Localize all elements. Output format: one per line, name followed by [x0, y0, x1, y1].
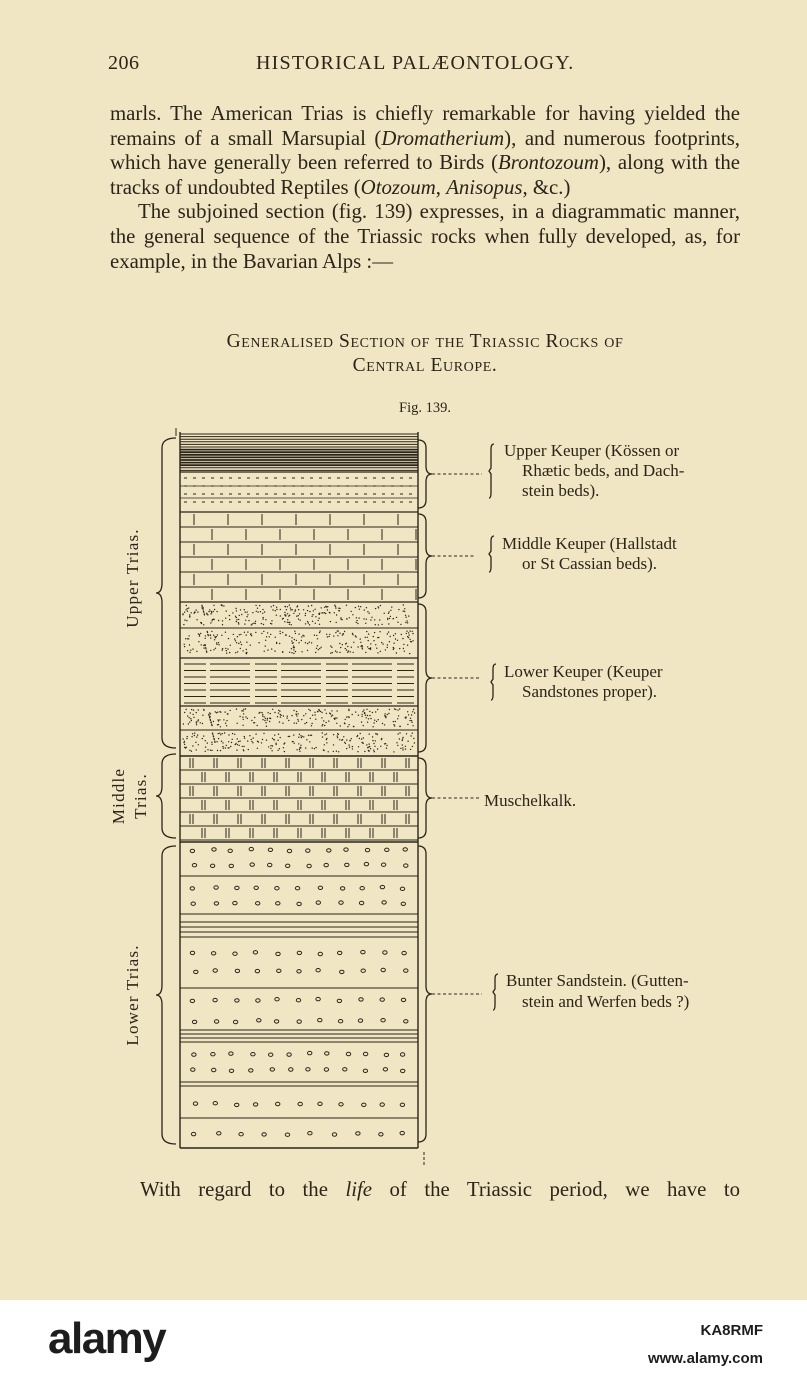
strata-outline: [176, 428, 424, 1166]
caption-line-1: Generalised Section of the Triassic Rocks of: [226, 331, 624, 352]
text-run: With regard to the: [140, 1178, 346, 1201]
brand-logo: alamy: [48, 1314, 166, 1363]
text-run: ), along with the tracks of undoubted Reptiles (: [110, 151, 740, 199]
italic-life: life: [345, 1178, 373, 1201]
text-run: ), and numerous footprints, which have generally been referred to Birds (: [110, 126, 740, 175]
image-id: KA8RMF: [700, 1322, 763, 1339]
middle-keuper-line-1: Middle Keuper (Hallstadt: [502, 534, 677, 553]
page-number: 206: [108, 52, 140, 74]
figure-label: Fig. 139.: [399, 400, 451, 416]
watermark-footer: [0, 1300, 807, 1390]
caption-line-2: Central Europe.: [352, 355, 498, 376]
lower-keuper-line-1: Lower Keuper (Keuper: [504, 662, 663, 681]
bottom-text: [140, 1178, 740, 1202]
muschelkalk-label: Muschelkalk.: [484, 791, 577, 810]
bunter-line-1: Bunter Sandstein. (Gutten-: [506, 971, 689, 990]
middle-keuper-line-2: or St Cassian beds).: [522, 554, 658, 573]
text-run: of the Triassic period, we have to: [372, 1178, 740, 1201]
italic-brontozoum: Brontozoum: [498, 151, 599, 175]
italic-anisopus: Anisopus: [446, 175, 523, 199]
leader-lines: [432, 474, 482, 994]
upper-keuper-line-1: Upper Keuper (Kössen or: [504, 441, 680, 460]
label-middle-trias-1: Middle: [109, 767, 128, 825]
upper-keuper-line-3: stein beds).: [522, 481, 600, 500]
label-lower-trias: Lower Trias.: [123, 944, 142, 1046]
text-run: , &c.): [522, 175, 571, 199]
strata-patterns: [180, 434, 418, 1136]
upper-keuper-line-2: Rhætic beds, and Dach-: [522, 461, 685, 480]
label-upper-trias: Upper Trias.: [123, 528, 142, 628]
italic-otozoum: Otozoum: [360, 175, 436, 199]
text-run: marls. The American Trias is chiefly remarkable for having yielded the remains of a small Marsupial (: [110, 102, 740, 150]
source-url: www.alamy.com: [647, 1350, 763, 1367]
lower-keuper-line-2: Sandstones proper).: [522, 682, 658, 701]
italic-dromatherium: Dromatherium: [381, 126, 505, 150]
running-title: HISTORICAL PALÆONTOLOGY.: [256, 52, 575, 74]
paragraph-2: The subjoined section (fig. 139) expresses, in a diagrammatic manner, the general sequence of the Triassic rocks when fully developed, as, for example, in the Bavarian Alps :—: [110, 200, 740, 273]
bunter-line-2: stein and Werfen beds ?): [522, 992, 690, 1011]
label-middle-trias-2: Trias.: [131, 773, 150, 819]
text-run: ,: [435, 175, 447, 199]
